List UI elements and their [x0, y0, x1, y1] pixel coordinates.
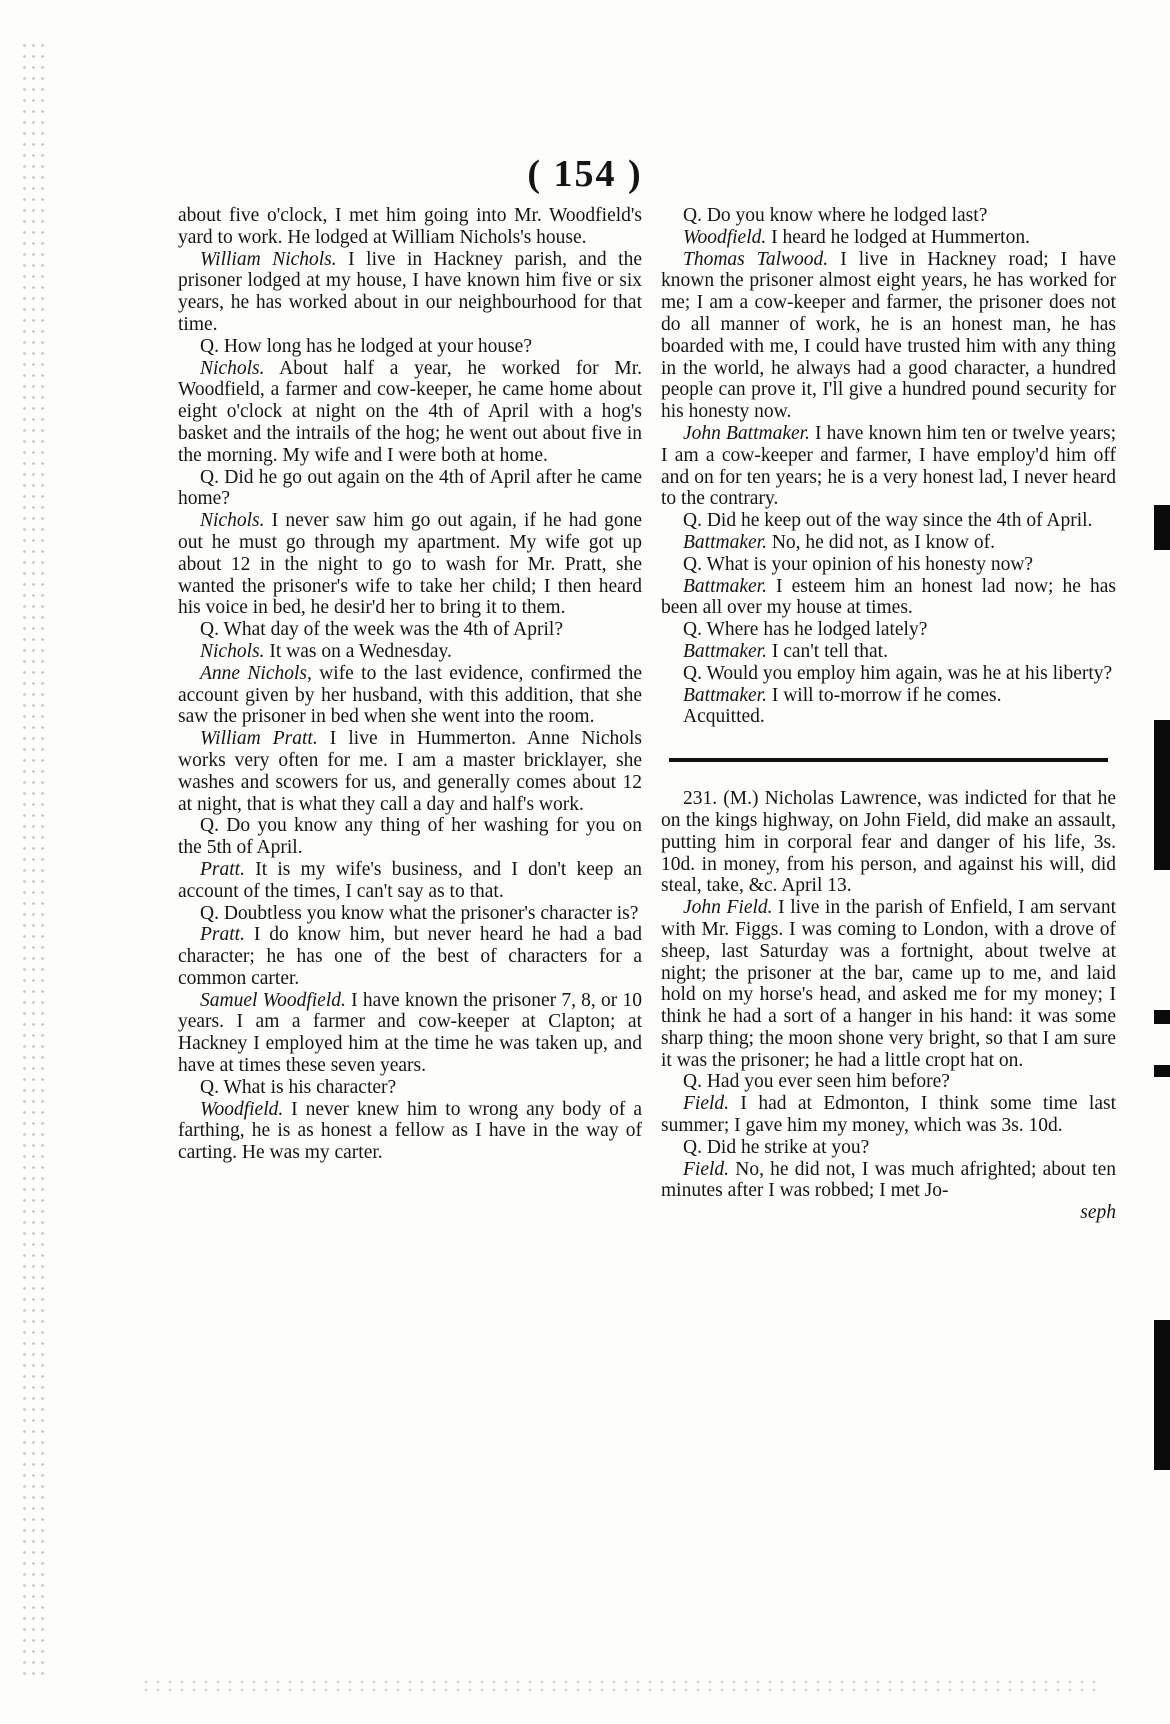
speaker-name: John Field. — [683, 897, 773, 919]
paragraph-text: I never knew him to wrong any body of a farthing, he is as honest a fellow as I have in the way of carting. He was my carter. — [178, 1098, 642, 1164]
paragraph — [178, 619, 642, 641]
paragraph — [661, 532, 1116, 554]
paragraph — [661, 1071, 1116, 1093]
paragraph-text: I never saw him go out again, if he had gone out he must go through my apartment. My wife got up about 12 in the night to go to wash for Mr. Pratt, she wanted the prisoner's wife to take her child; I then heard his voice in bed, he desir'd her to bring it to them. — [178, 510, 642, 619]
paragraph — [661, 554, 1116, 576]
scan-bottom-noise — [140, 1678, 1100, 1692]
paragraph-text: Q. Where has he lodged lately? — [683, 619, 928, 641]
paragraph — [661, 510, 1116, 532]
speaker-name: Pratt. — [200, 858, 245, 880]
paragraph — [178, 924, 642, 989]
section-divider — [669, 758, 1108, 762]
scan-edge-mark — [1154, 1320, 1170, 1470]
paragraph-text: I have known the prisoner 7, 8, or 10 years. I am a farmer and cow-keeper at Clapton; at Hackney I employed him at the time he was taken up, and have at times these seven years. — [178, 989, 642, 1077]
paragraph-text: 231. (M.) Nicholas Lawrence, was indicted for that he on the kings highway, on John Field, did make an assault, putting him in corporal fear and danger of his life, 3s. 10d. in money, from his person, and against his will, did steal, take, &c. April 13. — [661, 788, 1116, 897]
paragraph — [661, 1137, 1116, 1159]
right-column-top — [661, 205, 1116, 728]
right-column — [661, 205, 1116, 1224]
paragraph-text: No, he did not, as I know of. — [766, 531, 995, 553]
paragraph — [661, 205, 1116, 227]
paragraph-text: Q. What is your opinion of his honesty now? — [683, 553, 1034, 575]
paragraph — [178, 859, 642, 903]
paragraph-text: Q. Did he go out again on the 4th of April after he came home? — [178, 466, 642, 510]
paragraph-text: I do know him, but never heard he had a bad character; he has one of the best of characters for a common carter. — [178, 924, 642, 989]
paragraph — [661, 897, 1116, 1071]
scan-edge-mark — [1154, 505, 1170, 550]
paragraph-text: Q. How long has he lodged at your house? — [200, 335, 532, 357]
paragraph-text: Q. Had you ever seen him before? — [683, 1071, 950, 1093]
paragraph-text: I heard he lodged at Hummerton. — [766, 226, 1030, 248]
paragraph — [178, 358, 642, 467]
paragraph-text: I can't tell that. — [766, 640, 888, 662]
speaker-name: Battmaker. — [683, 575, 767, 597]
speaker-name: Pratt. — [200, 924, 245, 946]
paragraph-text: It is my wife's business, and I don't keep an account of the times, I can't say as to that. — [178, 858, 642, 902]
paragraph-text: I have known him ten or twelve years; I am a cow-keeper and farmer, I have employ'd him off and on for ten years; he is a very honest lad, I never heard to the contrary. — [661, 422, 1116, 510]
speaker-name: Battmaker. — [683, 684, 767, 706]
paragraph — [178, 990, 642, 1077]
paragraph — [178, 728, 642, 815]
speaker-name: Samuel Woodfield. — [200, 989, 346, 1011]
paragraph — [178, 815, 642, 859]
speaker-name: Field. — [683, 1093, 730, 1115]
paragraph — [661, 619, 1116, 641]
paragraph-text: I esteem him an honest lad now; he has been all over my house at times. — [661, 575, 1116, 619]
scan-edge-mark — [1154, 1010, 1170, 1024]
paragraph-text: No, he did not, I was much afrighted; about ten minutes after I was robbed; I met Jo- — [661, 1158, 1116, 1202]
paragraph-text: Q. Doubtless you know what the prisoner's character is? — [200, 902, 639, 924]
paragraph — [178, 903, 642, 925]
speaker-name: John Battmaker. — [683, 422, 810, 444]
paragraph-text: Q. Would you employ him again, was he at his liberty? — [683, 662, 1113, 684]
paragraph — [661, 788, 1116, 897]
paragraph-text: I live in the parish of Enfield, I am servant with Mr. Figgs. I was coming to London, with a drove of sheep, last Saturday was a fortnight, about twelve at night; the prisoner at the bar, came up to me, and laid hold on my horse's head, and asked me for my money; I think he had a sort of a hanger in his hand: it was some sharp thing; the moon shone very bright, so that I am sure it was the prisoner; he had a little cropt hat on. — [661, 897, 1116, 1071]
paragraph-text: Q. Did he keep out of the way since the 4th of April. — [683, 510, 1093, 532]
paragraph — [661, 1093, 1116, 1137]
paragraph — [661, 1159, 1116, 1203]
paragraph-text: I live in Hummerton. Anne Nichols works very often for me. I am a master bricklayer, she washes and scowers for us, and generally comes about 12 at night, that is what they call a day and half's work. — [178, 728, 642, 815]
scan-edge-noise — [20, 40, 48, 1680]
paragraph — [178, 1099, 642, 1164]
paragraph-text: I had at Edmonton, I think some time last summer; I gave him my money, which was 3s. 10d. — [661, 1093, 1116, 1137]
right-column-bottom — [661, 788, 1116, 1202]
paragraph-text: Acquitted. — [683, 706, 765, 728]
speaker-name: Thomas Talwood. — [683, 248, 829, 270]
paragraph-text: Q. Do you know where he lodged last? — [683, 205, 988, 226]
speaker-name: Battmaker. — [683, 531, 767, 553]
paragraph-text: about five o'clock, I met him going into Mr. Woodfield's yard to work. He lodged at William Nichols's house. — [178, 205, 642, 248]
paragraph — [661, 576, 1116, 620]
paragraph — [661, 641, 1116, 663]
paragraph — [178, 249, 642, 336]
paragraph-text: It was on a Wednesday. — [264, 640, 452, 662]
speaker-name: Nichols. — [200, 510, 265, 532]
paragraph — [178, 205, 642, 249]
catchword: seph — [1080, 1202, 1116, 1224]
paragraph-text: I live in Hackney parish, and the prisoner lodged at my house, I have known him five or six years, he has worked about in our neighbourhood for that time. — [178, 248, 642, 335]
paragraph — [178, 467, 642, 511]
paragraph — [661, 706, 1116, 728]
speaker-name: Anne Nichols, — [200, 662, 312, 684]
paragraph — [178, 336, 642, 358]
paragraph — [661, 423, 1116, 510]
scan-edge-mark — [1154, 720, 1170, 870]
speaker-name: William Nichols. — [200, 248, 337, 270]
paragraph-text: Q. What day of the week was the 4th of April? — [200, 619, 563, 641]
paragraph — [178, 1077, 642, 1099]
paragraph — [661, 685, 1116, 707]
scan-edge-mark — [1154, 1065, 1170, 1077]
paragraph — [661, 227, 1116, 249]
paragraph-text: Q. Do you know any thing of her washing for you on the 5th of April. — [178, 815, 642, 859]
left-column — [178, 205, 642, 1164]
paragraph-text: I will to-morrow if he comes. — [766, 684, 1002, 706]
paragraph — [178, 510, 642, 619]
paragraph — [661, 249, 1116, 423]
page-number: ( 154 ) — [527, 153, 643, 195]
paragraph-text: I live in Hackney road; I have known the prisoner almost eight years, he has worked for me; I am a cow-keeper and farmer, the prisoner does not do all manner of work, he is an honest man, he has boarded with me, I could have trusted him with any thing in the world, he always had a good character, a hundred people can prove it, I'll give a hundred pound security for his honesty now. — [661, 248, 1117, 423]
speaker-name: Woodfield. — [683, 226, 767, 248]
speaker-name: Nichols. — [200, 357, 265, 379]
speaker-name: Nichols. — [200, 640, 265, 662]
speaker-name: William Pratt. — [200, 728, 318, 750]
paragraph-text: wife to the last evidence, confirmed the account given by her husband, with this addition, that she saw the prisoner in bed when she went into the room. — [178, 662, 642, 728]
paragraph-text: Q. Did he strike at you? — [683, 1136, 870, 1158]
speaker-name: Woodfield. — [200, 1098, 284, 1120]
paragraph-text: Q. What is his character? — [200, 1076, 397, 1098]
paragraph — [661, 663, 1116, 685]
speaker-name: Field. — [683, 1158, 730, 1180]
paragraph-text: About half a year, he worked for Mr. Woodfield, a farmer and cow-keeper, he came home about eight o'clock at night on the 4th of April with a hog's basket and the intrails of the hog; he went out about five in the morning. My wife and I were both at home. — [178, 357, 642, 466]
speaker-name: Battmaker. — [683, 640, 767, 662]
paragraph — [178, 663, 642, 728]
paragraph — [178, 641, 642, 663]
